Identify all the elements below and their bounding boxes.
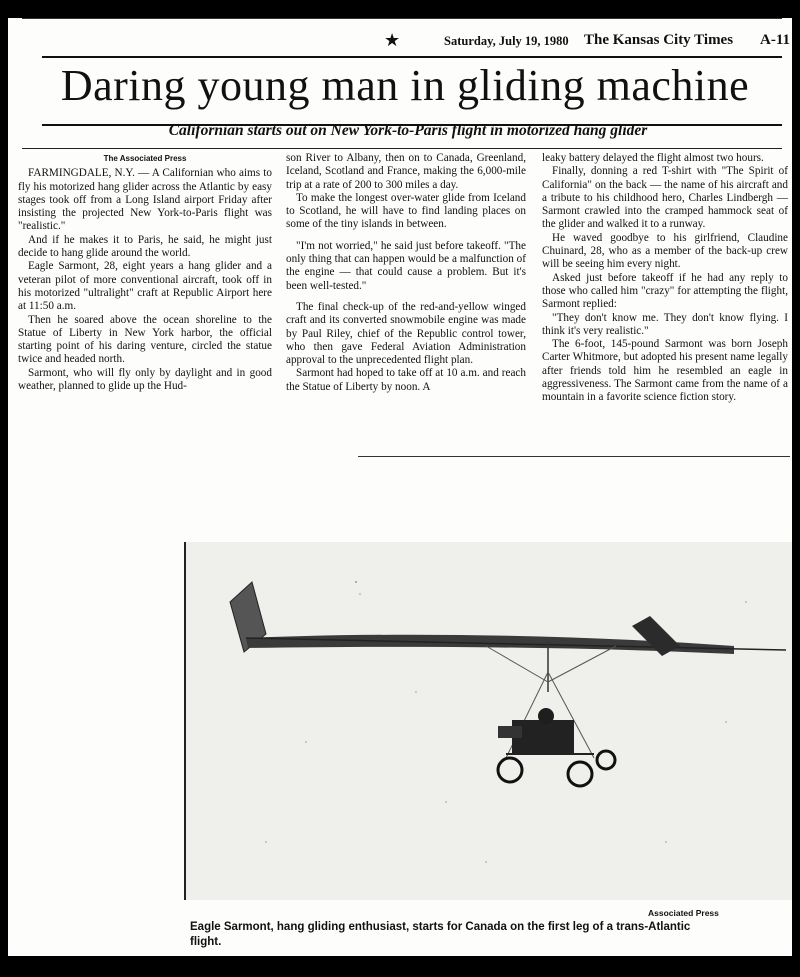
photo-caption: Eagle Sarmont, hang gliding enthusiast, starts for Canada on the first leg of a trans-Atlantic flight. [190,921,691,948]
article-column-1 [18,152,272,393]
paragraph: "I'm not worried," he said just before takeoff. "The only thing that can happen would be a malfunction of the engine — that could cause a problem. But it's been well-tested." [286,239,526,292]
paragraph: He waved goodbye to his girlfriend, Claudine Chuinard, 28, who as a member of the back-up crew will be seeing him every night. [542,231,788,271]
paragraph: Asked just before takeoff if he had any reply to those who called him "crazy" for attempting the flight, Sarmont replied: [542,271,788,311]
paragraph: "They don't know me. They don't know flying. I think it's very realistic." [542,311,788,337]
byline: The Associated Press [103,154,187,163]
paragraph: Then he soared above the ocean shoreline to the Statue of Liberty in New York harbor, the official starting point of his daring venture, circled the statue twice and headed north. [18,313,272,366]
star-icon: ★ [384,30,401,50]
page-number: A-11 [760,32,790,48]
subheadline: Californian starts out on New York-to-Paris flight in motorized hang glider [168,122,648,139]
paragraph: The 6-foot, 145-pound Sarmont was born Joseph Carter Whitmore, but adopted his present name legally after friends told him he resembled an eagle in aggressiveness. The Sarmont came from the name of a mountain in a favorite science fiction story. [542,338,788,404]
photo-hang-glider [184,542,792,900]
deck-rule [22,148,782,149]
paragraph: Sarmont, who will fly only by daylight and in good weather, planned to glide up the Hud- [18,366,272,393]
newspaper-name: The Kansas City Times [584,32,734,48]
photo-credit: Associated Press [648,908,719,918]
headline-top-rule [42,56,782,58]
article-column-2 [286,152,526,394]
headline: Daring young man in gliding machine [60,61,750,110]
paragraph: leaky battery delayed the flight almost two hours. [542,152,764,164]
hang-glider-illustration [186,542,792,900]
paragraph: The final check-up of the red-and-yellow winged craft and its converted snowmobile engine was made by Paul Riley, chief of the Republic control tower, who then gave Federal Aviation Administration approval to the unprecedented flight plan. [286,300,526,367]
article-column-3 [542,152,788,405]
paragraph: FARMINGDALE, N.Y. — A Californian who aims to fly his motorized hang glider across the Atlantic by easy stages took off from a Long Island airport Friday after insisting the projected New York-to-Paris flight was "realistic." [18,167,272,233]
paragraph: And if he makes it to Paris, he said, he might just decide to hang glide around the world. [18,233,272,260]
issue-date: Saturday, July 19, 1980 [444,34,569,48]
paragraph: son River to Albany, then on to Canada, Greenland, Iceland, Scotland and France, making the 6,000-mile trip at a rate of 200 to 300 miles a day. [286,152,526,191]
newspaper-page [8,18,792,956]
paragraph: To make the longest over-water glide from Iceland to Scotland, he will have to find landing places on some of the tiny islands in between. [286,191,526,231]
folio-line [8,32,792,52]
paragraph: Sarmont had hoped to take off at 10 a.m. and reach the Statue of Liberty by noon. A [286,367,526,393]
paragraph: Eagle Sarmont, 28, eight years a hang glider and a veteran pilot of more conventional aircraft, took off in his motorized "ultralight" craft at Republic Airport here at 11:50 a.m. [18,260,272,313]
article-end-rule [358,456,790,457]
paragraph: Finally, donning a red T-shirt with "The Spirit of California" on the back — the name of his aircraft and a tribute to his childhood hero, Charles Lindbergh — Sarmont crawled into the cramped hammock seat of the glider and walked it to a runway. [542,165,788,231]
top-rule [22,18,782,23]
